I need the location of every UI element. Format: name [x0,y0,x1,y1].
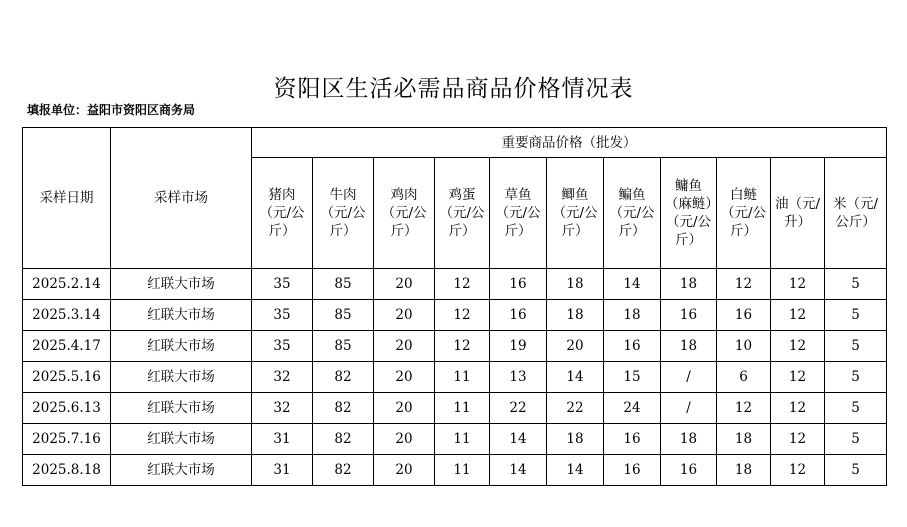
sample-date-cell: 2025.7.16 [23,424,111,455]
price-group-header: 重要商品价格（批发） [252,128,887,158]
price-cell: 16 [604,331,661,362]
price-cell: 16 [717,300,771,331]
price-cell: 20 [374,362,435,393]
price-cell: 15 [604,362,661,393]
price-cell: 12 [771,393,825,424]
price-cell: 11 [435,362,490,393]
item-column-header [547,158,604,269]
market-cell: 红联大市场 [111,269,252,300]
price-cell: 18 [717,424,771,455]
price-cell: 82 [313,455,374,486]
price-cell: 12 [771,300,825,331]
market-cell: 红联大市场 [111,393,252,424]
price-cell: 14 [490,424,547,455]
item-column-header-label: 鳊鱼（元/公斤） [609,187,655,239]
price-cell: 35 [252,300,313,331]
price-cell: 82 [313,424,374,455]
table-row [23,424,887,455]
price-cell: 12 [771,455,825,486]
price-cell: 32 [252,393,313,424]
sample-date-cell: 2025.8.18 [23,455,111,486]
price-cell: 12 [771,362,825,393]
price-cell: 82 [313,362,374,393]
price-cell: 16 [661,300,717,331]
item-column-header [825,158,887,269]
market-column-header: 采样市场 [111,128,252,269]
sample-date-cell: 2025.5.16 [23,362,111,393]
item-column-header-label: 猪肉（元/公斤） [259,187,305,239]
price-cell: 18 [547,300,604,331]
item-column-header-label: 鳙鱼（麻鲢）（元/公斤） [664,178,713,248]
price-cell: 20 [374,455,435,486]
item-column-header [771,158,825,269]
price-cell: 14 [490,455,547,486]
price-cell: 85 [313,331,374,362]
price-cell: 16 [661,455,717,486]
item-column-header-label: 鸡蛋（元/公斤） [439,187,485,239]
price-cell: 11 [435,455,490,486]
market-cell: 红联大市场 [111,331,252,362]
price-cell: 35 [252,269,313,300]
price-cell: 20 [374,424,435,455]
price-cell: 12 [717,269,771,300]
item-column-header [252,158,313,269]
price-cell: 5 [825,331,887,362]
price-cell: 12 [771,424,825,455]
price-cell: 5 [825,393,887,424]
price-cell: 18 [547,424,604,455]
price-cell: 14 [547,455,604,486]
price-cell: 16 [604,424,661,455]
price-cell: 5 [825,424,887,455]
price-cell: 13 [490,362,547,393]
price-cell: 16 [490,269,547,300]
price-cell: / [661,393,717,424]
price-cell: 11 [435,393,490,424]
reporting-unit-label: 填报单位：益阳市资阳区商务局 [27,103,196,117]
table-row [23,455,887,486]
table-row [23,331,887,362]
price-cell: 6 [717,362,771,393]
price-cell: 12 [435,300,490,331]
table-row [23,300,887,331]
price-cell: 18 [661,269,717,300]
price-cell: 18 [547,269,604,300]
sample-date-cell: 2025.2.14 [23,269,111,300]
item-column-header-label: 米（元/公斤） [832,196,879,230]
price-cell: 20 [374,393,435,424]
price-cell: / [661,362,717,393]
price-cell: 24 [604,393,661,424]
market-cell: 红联大市场 [111,362,252,393]
date-column-header: 采样日期 [23,128,111,269]
price-cell: 85 [313,269,374,300]
price-cell: 14 [547,362,604,393]
price-cell: 12 [771,331,825,362]
market-cell: 红联大市场 [111,424,252,455]
price-cell: 16 [604,455,661,486]
table-row [23,269,887,300]
price-cell: 18 [661,331,717,362]
table-row [23,393,887,424]
sample-date-cell: 2025.3.14 [23,300,111,331]
price-cell: 14 [604,269,661,300]
item-column-header [374,158,435,269]
price-table [22,127,887,486]
page-title: 资阳区生活必需品商品价格情况表 [273,76,634,102]
price-cell: 12 [435,331,490,362]
price-cell: 5 [825,300,887,331]
item-column-header-label: 鲫鱼（元/公斤） [552,187,598,239]
price-cell: 12 [717,393,771,424]
table-row [23,362,887,393]
price-cell: 16 [490,300,547,331]
price-cell: 20 [374,269,435,300]
market-cell: 红联大市场 [111,455,252,486]
price-cell: 85 [313,300,374,331]
price-cell: 18 [661,424,717,455]
price-cell: 20 [374,300,435,331]
item-column-header [313,158,374,269]
price-cell: 20 [547,331,604,362]
price-cell: 10 [717,331,771,362]
item-column-header-label: 白鲢（元/公斤） [720,187,767,239]
price-cell: 20 [374,331,435,362]
item-column-header-label: 牛肉（元/公斤） [320,187,366,239]
price-cell: 32 [252,362,313,393]
item-column-header [717,158,771,269]
price-cell: 11 [435,424,490,455]
item-column-header-label: 草鱼（元/公斤） [495,187,541,239]
sample-date-cell: 2025.4.17 [23,331,111,362]
price-cell: 35 [252,331,313,362]
sample-date-cell: 2025.6.13 [23,393,111,424]
item-column-header [661,158,717,269]
price-cell: 82 [313,393,374,424]
price-cell: 5 [825,362,887,393]
price-cell: 18 [604,300,661,331]
item-column-header [604,158,661,269]
price-cell: 12 [435,269,490,300]
price-cell: 5 [825,455,887,486]
price-cell: 22 [490,393,547,424]
item-column-header [490,158,547,269]
price-cell: 18 [717,455,771,486]
price-cell: 22 [547,393,604,424]
market-cell: 红联大市场 [111,300,252,331]
item-column-header-label: 油（元/升） [774,196,821,230]
price-cell: 31 [252,455,313,486]
item-column-header [435,158,490,269]
price-cell: 19 [490,331,547,362]
price-cell: 5 [825,269,887,300]
item-column-header-label: 鸡肉（元/公斤） [381,187,427,239]
price-cell: 31 [252,424,313,455]
price-cell: 12 [771,269,825,300]
